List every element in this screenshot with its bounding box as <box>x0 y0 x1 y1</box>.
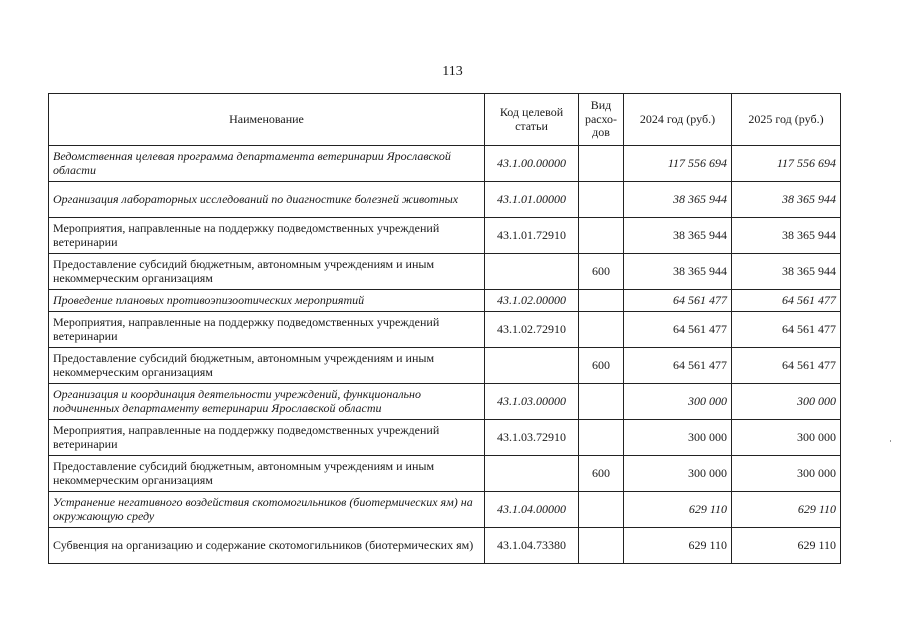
table-header-row <box>49 94 841 146</box>
table-row <box>49 182 841 218</box>
cell-code: 43.1.03.72910 <box>485 420 579 456</box>
cell-y2025: 64 561 477 <box>732 348 841 384</box>
cell-name: Мероприятия, направленные на поддержку подведомственных учреждений ветеринарии <box>49 420 485 456</box>
cell-y2024: 38 365 944 <box>624 218 732 254</box>
cell-name: Мероприятия, направленные на поддержку подведомственных учреждений ветеринарии <box>49 218 485 254</box>
cell-y2025: 300 000 <box>732 384 841 420</box>
cell-code: 43.1.04.00000 <box>485 492 579 528</box>
cell-kind <box>579 146 624 182</box>
table-row <box>49 218 841 254</box>
cell-code: 43.1.02.00000 <box>485 290 579 312</box>
cell-code: 43.1.04.73380 <box>485 528 579 564</box>
page-number: 113 <box>442 64 463 79</box>
cell-y2024: 300 000 <box>624 456 732 492</box>
table-row <box>49 456 841 492</box>
cell-y2024: 38 365 944 <box>624 182 732 218</box>
cell-kind <box>579 218 624 254</box>
cell-kind: 600 <box>579 456 624 492</box>
cell-code: 43.1.00.00000 <box>485 146 579 182</box>
cell-y2025: 629 110 <box>732 528 841 564</box>
cell-code: 43.1.01.00000 <box>485 182 579 218</box>
cell-y2025: 629 110 <box>732 492 841 528</box>
scan-mark <box>890 440 891 442</box>
cell-y2024: 300 000 <box>624 384 732 420</box>
cell-kind <box>579 312 624 348</box>
cell-y2025: 38 365 944 <box>732 254 841 290</box>
cell-name: Организация лабораторных исследований по диагностике болезней животных <box>49 182 485 218</box>
cell-kind: 600 <box>579 254 624 290</box>
cell-y2024: 300 000 <box>624 420 732 456</box>
cell-kind <box>579 420 624 456</box>
table-row <box>49 290 841 312</box>
cell-name: Организация и координация деятельности учреждений, функционально подчиненных департаменту ветеринарии Ярославской области <box>49 384 485 420</box>
cell-kind <box>579 492 624 528</box>
cell-code: 43.1.03.00000 <box>485 384 579 420</box>
cell-kind <box>579 528 624 564</box>
cell-code: 43.1.02.72910 <box>485 312 579 348</box>
cell-name: Предоставление субсидий бюджетным, автономным учреждениям и иным некоммерческим организациям <box>49 456 485 492</box>
budget-table <box>48 93 841 564</box>
header-code: Код целевой статьи <box>485 94 579 146</box>
table-row <box>49 384 841 420</box>
cell-y2025: 117 556 694 <box>732 146 841 182</box>
cell-name: Устранение негативного воздействия скотомогильников (биотермических ям) на окружающую среду <box>49 492 485 528</box>
header-name: Наименование <box>49 94 485 146</box>
cell-name: Субвенция на организацию и содержание скотомогильников (биотермических ям) <box>49 528 485 564</box>
cell-y2024: 117 556 694 <box>624 146 732 182</box>
cell-kind <box>579 182 624 218</box>
table-body <box>49 146 841 564</box>
cell-name: Предоставление субсидий бюджетным, автономным учреждениям и иным некоммерческим организациям <box>49 348 485 384</box>
cell-y2025: 38 365 944 <box>732 182 841 218</box>
cell-kind <box>579 384 624 420</box>
cell-code <box>485 348 579 384</box>
cell-y2024: 629 110 <box>624 528 732 564</box>
header-2024: 2024 год (руб.) <box>624 94 732 146</box>
table-row <box>49 312 841 348</box>
table-row <box>49 528 841 564</box>
table-row <box>49 254 841 290</box>
cell-y2025: 64 561 477 <box>732 290 841 312</box>
cell-name: Ведомственная целевая программа департамента ветеринарии Ярославской области <box>49 146 485 182</box>
cell-name: Предоставление субсидий бюджетным, автономным учреждениям и иным некоммерческим организациям <box>49 254 485 290</box>
cell-y2024: 64 561 477 <box>624 348 732 384</box>
cell-y2024: 64 561 477 <box>624 312 732 348</box>
cell-kind: 600 <box>579 348 624 384</box>
cell-y2025: 300 000 <box>732 456 841 492</box>
cell-kind <box>579 290 624 312</box>
cell-name: Мероприятия, направленные на поддержку подведомственных учреждений ветеринарии <box>49 312 485 348</box>
cell-y2024: 64 561 477 <box>624 290 732 312</box>
table-row <box>49 492 841 528</box>
table-row <box>49 420 841 456</box>
header-2025: 2025 год (руб.) <box>732 94 841 146</box>
cell-y2024: 629 110 <box>624 492 732 528</box>
header-kind: Вид расхо-дов <box>579 94 624 146</box>
cell-code <box>485 254 579 290</box>
table-row <box>49 146 841 182</box>
cell-y2024: 38 365 944 <box>624 254 732 290</box>
table-row <box>49 348 841 384</box>
cell-y2025: 38 365 944 <box>732 218 841 254</box>
cell-y2025: 300 000 <box>732 420 841 456</box>
cell-y2025: 64 561 477 <box>732 312 841 348</box>
cell-code <box>485 456 579 492</box>
cell-code: 43.1.01.72910 <box>485 218 579 254</box>
cell-name: Проведение плановых противоэпизоотических мероприятий <box>49 290 485 312</box>
